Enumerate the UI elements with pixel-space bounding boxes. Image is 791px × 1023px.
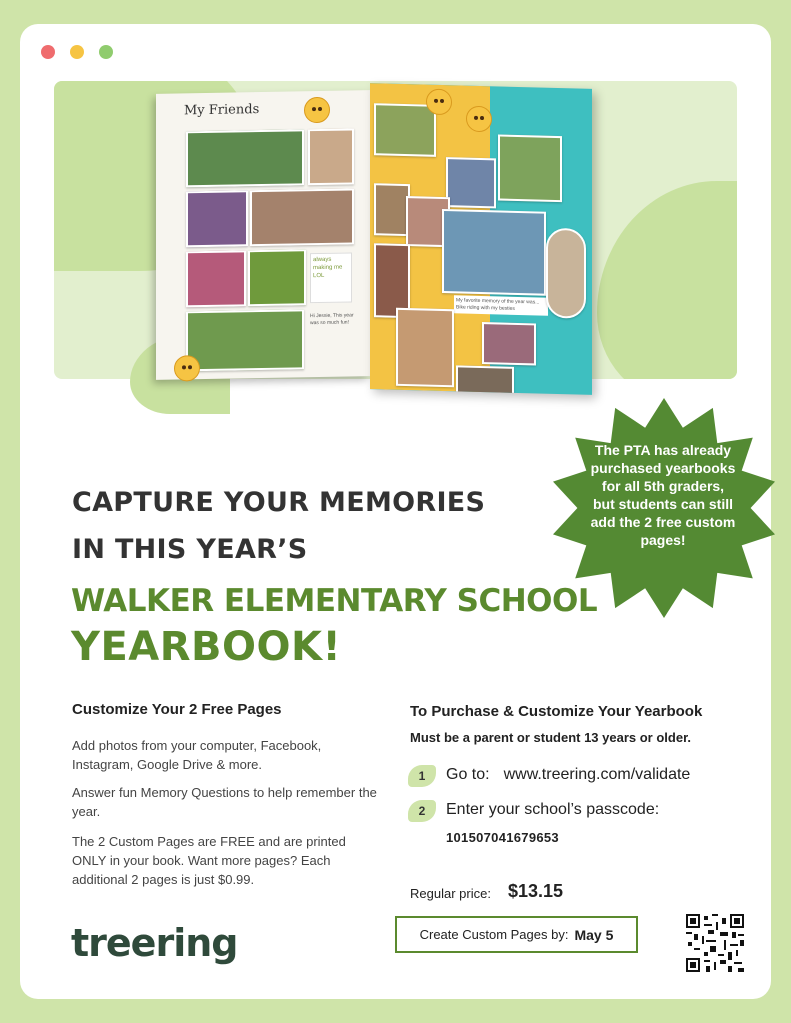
glasses-emoji-icon <box>466 106 492 133</box>
maximize-dot-icon[interactable] <box>99 45 113 59</box>
photo <box>456 365 514 395</box>
step-2-label: Enter your school’s passcode: <box>446 801 660 818</box>
step-1-label: Go to: <box>446 766 490 783</box>
sticker-note: always making me LOL <box>310 252 352 303</box>
pta-badge-text: The PTA has already purchased yearbooks for all 5th graders, but students can still add the 2 free custom pages! <box>590 442 736 548</box>
photo <box>446 157 496 208</box>
deadline-date: May 5 <box>574 926 614 943</box>
photo <box>186 129 304 187</box>
school-name: WALKER ELEMENTARY SCHOOL <box>71 583 598 619</box>
step-2-number: 2 <box>408 800 436 822</box>
validate-url-link[interactable]: www.treering.com/validate <box>503 766 691 783</box>
photo <box>250 188 354 246</box>
yearbook-left-page <box>156 90 370 380</box>
memory-questions-text: Answer fun Memory Questions to help remember the year. <box>72 785 377 819</box>
purchase-heading: To Purchase & Customize Your Yearbook <box>410 703 703 720</box>
customize-photos-text: Add photos from your computer, Facebook, Instagram, Google Drive & more. <box>72 738 322 772</box>
photo <box>498 134 562 202</box>
school-passcode: 101507041679653 <box>446 830 559 845</box>
deadline-label: Create Custom Pages by: <box>419 927 569 942</box>
photo <box>482 322 536 365</box>
qr-code-icon[interactable] <box>686 914 744 972</box>
photo <box>186 250 246 307</box>
yearbook-page-title: My Friends <box>184 102 260 119</box>
yearbook-title: YEARBOOK! <box>71 624 342 670</box>
headline-line-2: IN THIS YEAR’S <box>72 534 308 565</box>
photo <box>374 243 410 318</box>
price-label: Regular price: <box>410 886 491 901</box>
price-value: $13.15 <box>508 881 564 901</box>
smiley-emoji-icon <box>304 97 330 123</box>
heart-eyes-emoji-icon <box>174 355 200 381</box>
photo <box>396 308 454 388</box>
deadline-box <box>395 916 638 953</box>
photo <box>186 309 304 371</box>
heart-eyes-emoji-icon <box>426 89 452 116</box>
age-requirement: Must be a parent or student 13 years or older. <box>410 730 692 745</box>
customize-heading: Customize Your 2 Free Pages <box>72 701 282 718</box>
photo <box>248 249 306 306</box>
close-dot-icon[interactable] <box>41 45 55 59</box>
yearbook-right-page <box>370 83 592 395</box>
yearbook-illustration <box>156 86 596 406</box>
page-note: Hi Jessie, This year was so much fun! <box>310 312 354 327</box>
minimize-dot-icon[interactable] <box>70 45 84 59</box>
headline-line-1: CAPTURE YOUR MEMORIES <box>72 487 486 518</box>
photo-caption: My favorite memory of the year was... Bike riding with my besties <box>454 295 548 315</box>
treering-logo: treering <box>71 921 238 965</box>
photo <box>442 209 546 296</box>
photo <box>374 183 410 236</box>
photo <box>308 128 354 185</box>
photo <box>546 228 586 319</box>
step-1-text <box>446 766 690 784</box>
photo <box>186 190 248 247</box>
free-pages-text: The 2 Custom Pages are FREE and are printed ONLY in your book. Want more pages? Each additional 2 pages is just $0.99. <box>72 834 346 887</box>
photo <box>374 103 436 157</box>
step-1-number: 1 <box>408 765 436 787</box>
